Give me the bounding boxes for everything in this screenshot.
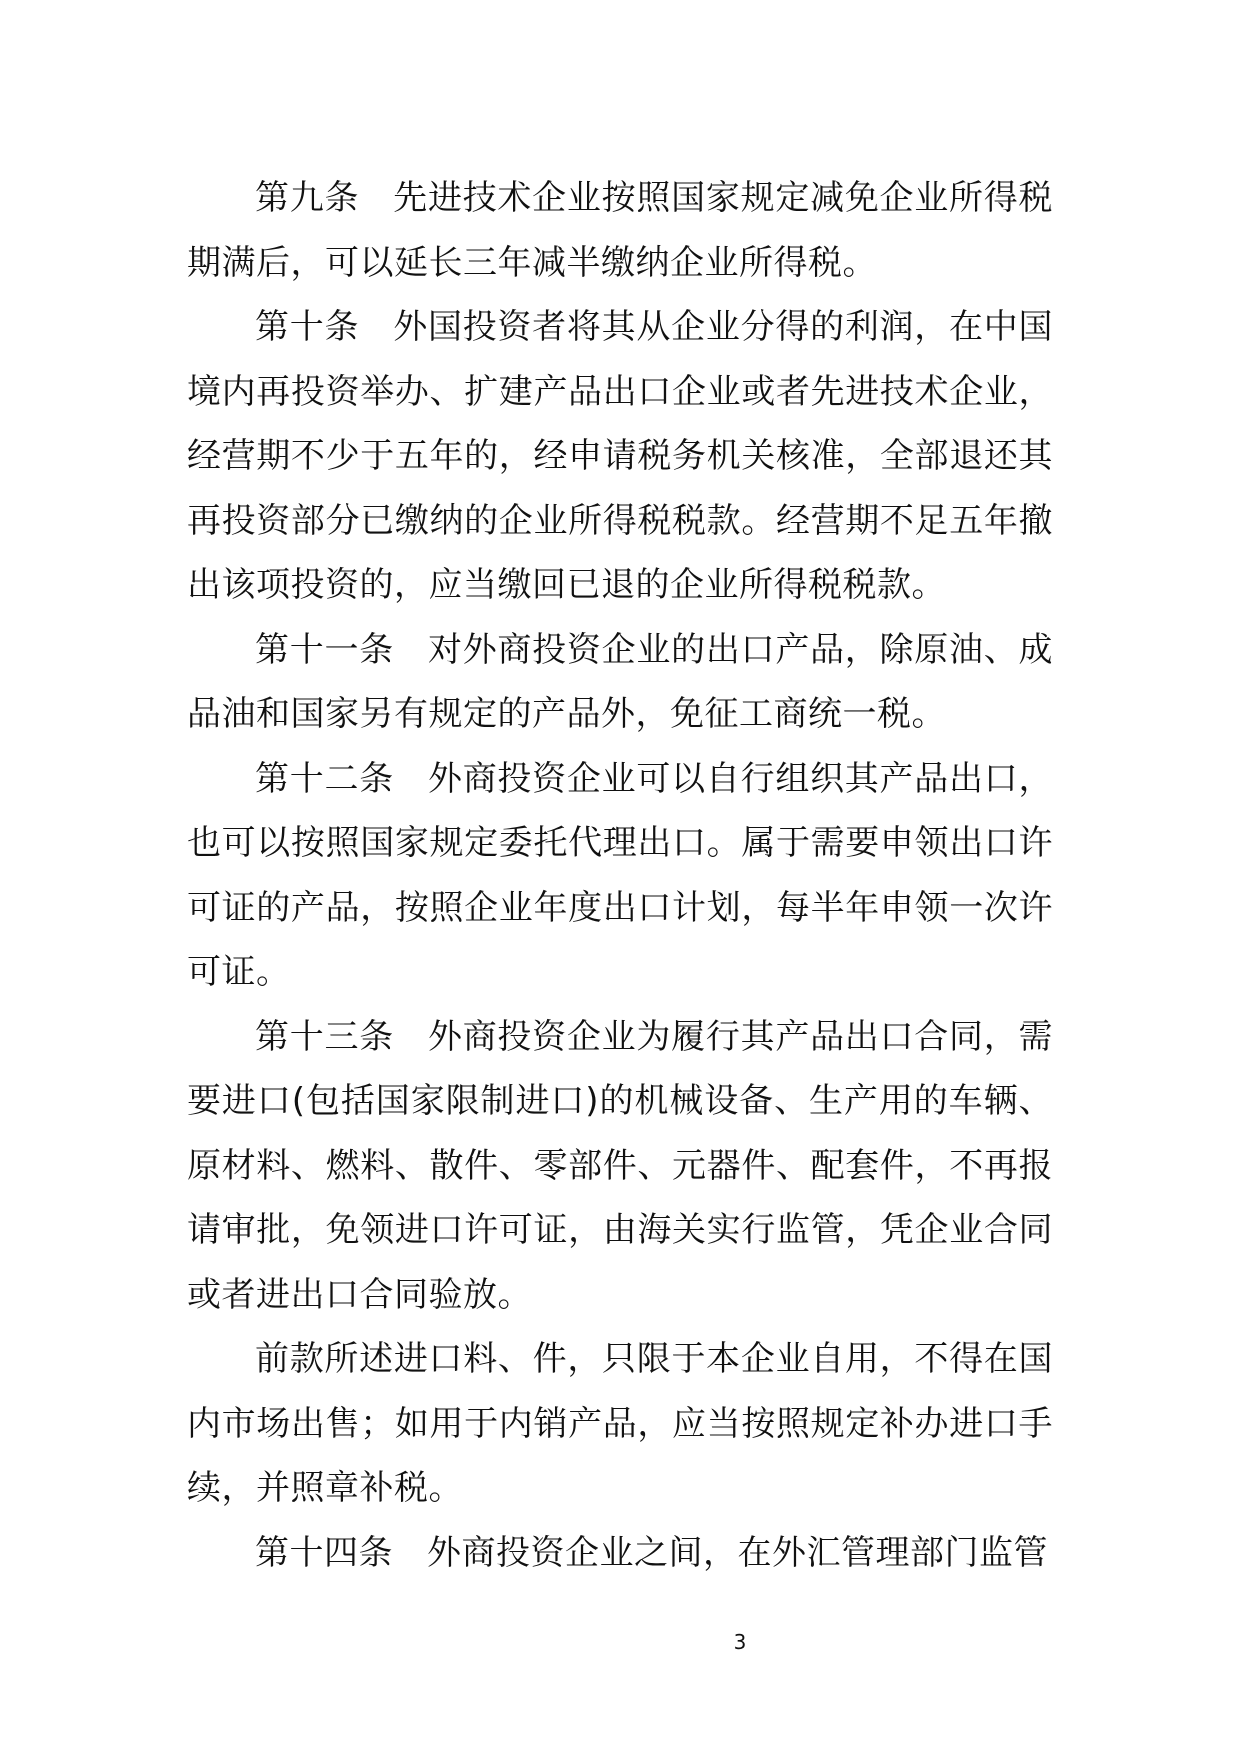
article-text: 先进技术企业按照国家规定减免企业所得税期满后，可以延长三年减半缴纳企业所得税。	[187, 178, 1054, 283]
article-heading: 第十三条	[255, 1016, 394, 1057]
article-heading: 第十二条	[255, 758, 394, 799]
article-heading: 第十一条	[255, 629, 394, 670]
page-number: 3	[733, 1630, 747, 1654]
paragraph-article-10	[187, 295, 1053, 618]
document-body	[187, 166, 1053, 1585]
article-text: 外商投资企业可以自行组织其产品出口，也可以按照国家规定委托代理出口。属于需要申领出口许可证的产品，按照企业年度出口计划，每半年申领一次许可证。	[187, 758, 1053, 992]
article-text: 对外商投资企业的出口产品，除原油、成品油和国家另有规定的产品外，免征工商统一税。	[187, 629, 1053, 734]
article-text: 前款所述进口料、件，只限于本企业自用，不得在国内市场出售；如用于内销产品，应当按照规定补办进口手续，并照章补税。	[187, 1339, 1053, 1508]
paragraph-article-12	[187, 747, 1053, 1005]
article-heading: 第十四条	[255, 1532, 393, 1573]
article-text: 外国投资者将其从企业分得的利润，在中国境内再投资举办、扩建产品出口企业或者先进技术企业，经营期不少于五年的，经申请税务机关核准，全部退还其再投资部分已缴纳的企业所得税税款。经营期不足五年撤出该项投资的，应当缴回已退的企业所得税税款。	[187, 307, 1054, 605]
article-text: 外商投资企业为履行其产品出口合同，需要进口(包括国家限制进口)的机械设备、生产用的车辆、原材料、燃料、散件、零部件、元器件、配套件，不再报请审批，免领进口许可证，由海关实行监管，凭企业合同或者进出口合同验放。	[187, 1016, 1053, 1315]
paragraph-article-13	[187, 1005, 1053, 1328]
article-text: 外商投资企业之间，在外汇管理部门监管	[427, 1532, 1048, 1573]
paragraph-article-11	[187, 618, 1053, 747]
article-heading: 第九条	[255, 178, 360, 218]
article-heading: 第十条	[255, 307, 360, 347]
paragraph-article-14	[187, 1521, 1053, 1586]
paragraph-article-9	[187, 166, 1053, 295]
paragraph-article-13-clause-2	[187, 1327, 1053, 1521]
